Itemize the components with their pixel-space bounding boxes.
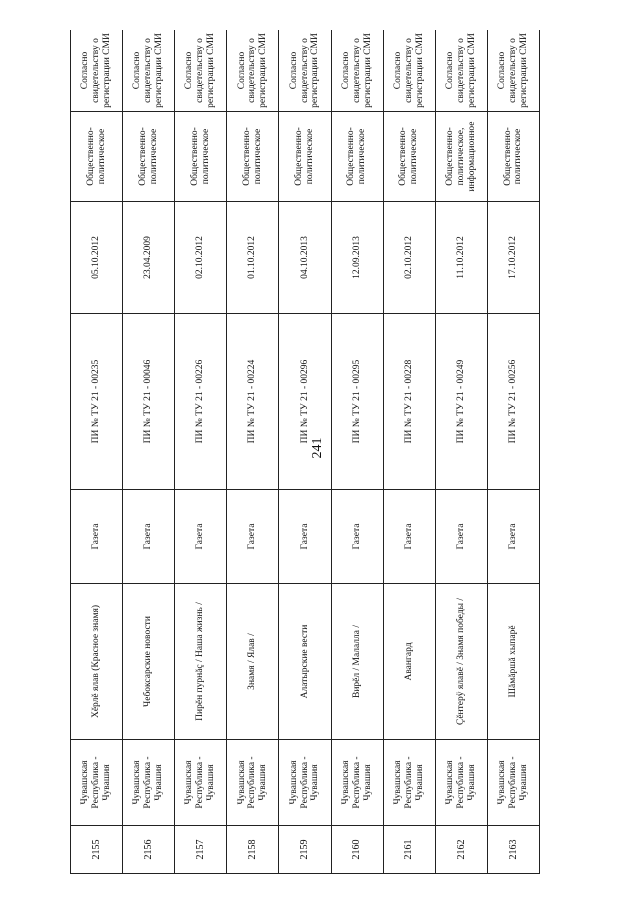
topic-cell: Общественно-политическое, информационное [435,112,487,202]
table-row [279,30,331,874]
row-number-cell: 2158 [227,826,279,874]
media-type-cell: Газета [435,490,487,584]
media-type-cell: Газета [383,490,435,584]
topic-cell: Общественно-политическое [279,112,331,202]
topic-cell: Общественно-политическое [227,112,279,202]
registration-date-cell: 11.10.2012 [435,202,487,314]
media-type-cell: Газета [331,490,383,584]
publication-title-cell: Чебоксарские новости [123,584,175,740]
table-row [435,30,487,874]
note-cell: Согласно свидетельству о регистрации СМИ [123,30,175,112]
region-cell: Чувашская Республика - Чувашия [383,740,435,826]
registration-number-cell: ПИ № ТУ 21 - 00228 [383,314,435,490]
region-cell: Чувашская Республика - Чувашия [227,740,279,826]
registration-date-cell: 23.04.2009 [123,202,175,314]
row-number-cell: 2160 [331,826,383,874]
registration-date-cell: 17.10.2012 [487,202,539,314]
registration-number-cell: ПИ № ТУ 21 - 00249 [435,314,487,490]
page-number: 241 [310,437,325,459]
registration-date-cell: 05.10.2012 [71,202,123,314]
media-type-cell: Газета [279,490,331,584]
note-cell: Согласно свидетельству о регистрации СМИ [279,30,331,112]
note-cell: Согласно свидетельству о регистрации СМИ [227,30,279,112]
table-row [175,30,227,874]
publication-title-cell: Алатырские вести [279,584,331,740]
region-cell: Чувашская Республика - Чувашия [71,740,123,826]
registration-date-cell: 04.10.2013 [279,202,331,314]
media-type-cell: Газета [227,490,279,584]
region-cell: Чувашская Республика - Чувашия [435,740,487,826]
topic-cell: Общественно-политическое [71,112,123,202]
table-row [71,30,123,874]
registration-date-cell: 01.10.2012 [227,202,279,314]
region-cell: Чувашская Республика - Чувашия [331,740,383,826]
table-row [331,30,383,874]
registration-date-cell: 02.10.2012 [383,202,435,314]
note-cell: Согласно свидетельству о регистрации СМИ [435,30,487,112]
row-number-cell: 2159 [279,826,331,874]
table-row [383,30,435,874]
registration-number-cell: ПИ № ТУ 21 - 00235 [71,314,123,490]
note-cell: Согласно свидетельству о регистрации СМИ [71,30,123,112]
note-cell: Согласно свидетельству о регистрации СМИ [487,30,539,112]
topic-cell: Общественно-политическое [383,112,435,202]
publication-title-cell: Пирĕн пурнăç / Наша жизнь / [175,584,227,740]
media-type-cell: Газета [487,490,539,584]
row-number-cell: 2155 [71,826,123,874]
region-cell: Чувашская Республика - Чувашия [279,740,331,826]
media-type-cell: Газета [123,490,175,584]
table-row [123,30,175,874]
region-cell: Чувашская Республика - Чувашия [123,740,175,826]
registration-date-cell: 12.09.2013 [331,202,383,314]
registration-number-cell: ПИ № ТУ 21 - 00224 [227,314,279,490]
registration-number-cell: ПИ № ТУ 21 - 00256 [487,314,539,490]
registration-number-cell: ПИ № ТУ 21 - 00226 [175,314,227,490]
publication-title-cell: Вирĕл / Малалла / [331,584,383,740]
publication-title-cell: Авангард [383,584,435,740]
row-number-cell: 2162 [435,826,487,874]
table-row [487,30,539,874]
registry-body [71,30,540,874]
note-cell: Согласно свидетельству о регистрации СМИ [331,30,383,112]
row-number-cell: 2161 [383,826,435,874]
row-number-cell: 2157 [175,826,227,874]
media-type-cell: Газета [71,490,123,584]
registration-number-cell: ПИ № ТУ 21 - 00295 [331,314,383,490]
note-cell: Согласно свидетельству о регистрации СМИ [175,30,227,112]
topic-cell: Общественно-политическое [175,112,227,202]
region-cell: Чувашская Республика - Чувашия [487,740,539,826]
region-cell: Чувашская Республика - Чувашия [175,740,227,826]
registration-date-cell: 02.10.2012 [175,202,227,314]
row-number-cell: 2156 [123,826,175,874]
note-cell: Согласно свидетельству о регистрации СМИ [383,30,435,112]
registry-table [70,30,540,874]
registration-number-cell: ПИ № ТУ 21 - 00046 [123,314,175,490]
registry-table-frame [70,30,540,874]
publication-title-cell: Знамя / Ялав / [227,584,279,740]
media-type-cell: Газета [175,490,227,584]
registration-number-cell: ПИ № ТУ 21 - 00296 [279,314,331,490]
publication-title-cell: Хĕрлĕ ялав (Красное знамя) [71,584,123,740]
topic-cell: Общественно-политическое [487,112,539,202]
row-number-cell: 2163 [487,826,539,874]
table-row [227,30,279,874]
publication-title-cell: Çĕнтерÿ ялавĕ / Знамя победы / [435,584,487,740]
topic-cell: Общественно-политическое [331,112,383,202]
publication-title-cell: Шăмăршă хыпарĕ [487,584,539,740]
topic-cell: Общественно-политическое [123,112,175,202]
